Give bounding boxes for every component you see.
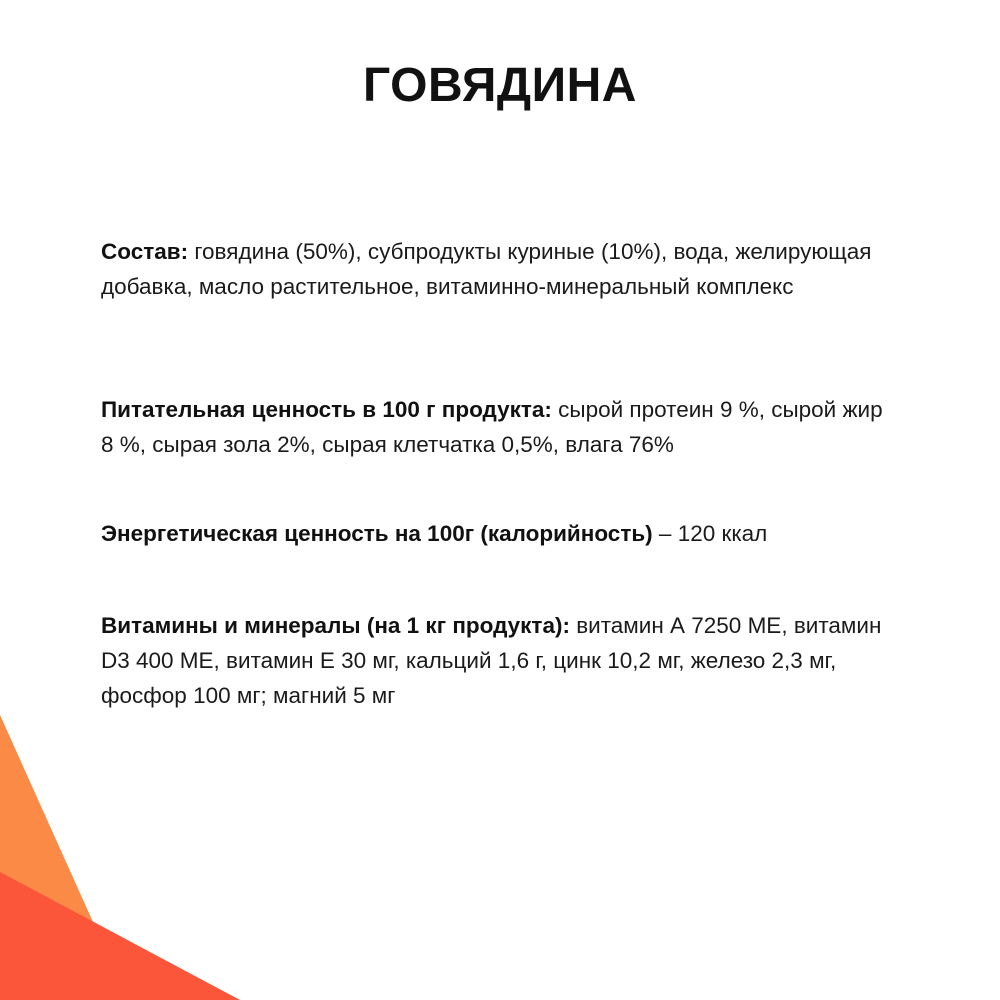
page-title: ГОВЯДИНА [363, 59, 637, 112]
vitamins-label: Витамины и минералы (на 1 кг продукта): [101, 613, 570, 638]
corner-decoration [0, 700, 260, 1000]
composition-text: говядина (50%), субпродукты куриные (10%), вода, желирующая добавка, масло растительное, витаминно-минеральный комплекс [101, 239, 872, 299]
nutrition-text: сырой протеин 9 %, сырой жир 8 %, сырая зола 2%, сырая клетчатка 0,5%, влага 76% [101, 397, 883, 457]
vitamins-text: витамин А 7250 МЕ, витамин D3 400 МЕ, витамин Е 30 мг, кальций 1,6 г, цинк 10,2 мг, железо 2,3 мг, фосфор 100 мг; магний 5 мг [101, 613, 882, 708]
nutrition-section [101, 392, 901, 462]
composition-section [101, 234, 901, 304]
vitamins-section [101, 608, 901, 713]
energy-label: Энергетическая ценность на 100г (калорийность) [101, 521, 653, 546]
composition-label: Состав: [101, 239, 189, 264]
nutrition-label: Питательная ценность в 100 г продукта: [101, 397, 552, 422]
decor-red-triangle [0, 872, 240, 1000]
energy-section [101, 516, 901, 551]
energy-text: – 120 ккал [652, 521, 768, 546]
